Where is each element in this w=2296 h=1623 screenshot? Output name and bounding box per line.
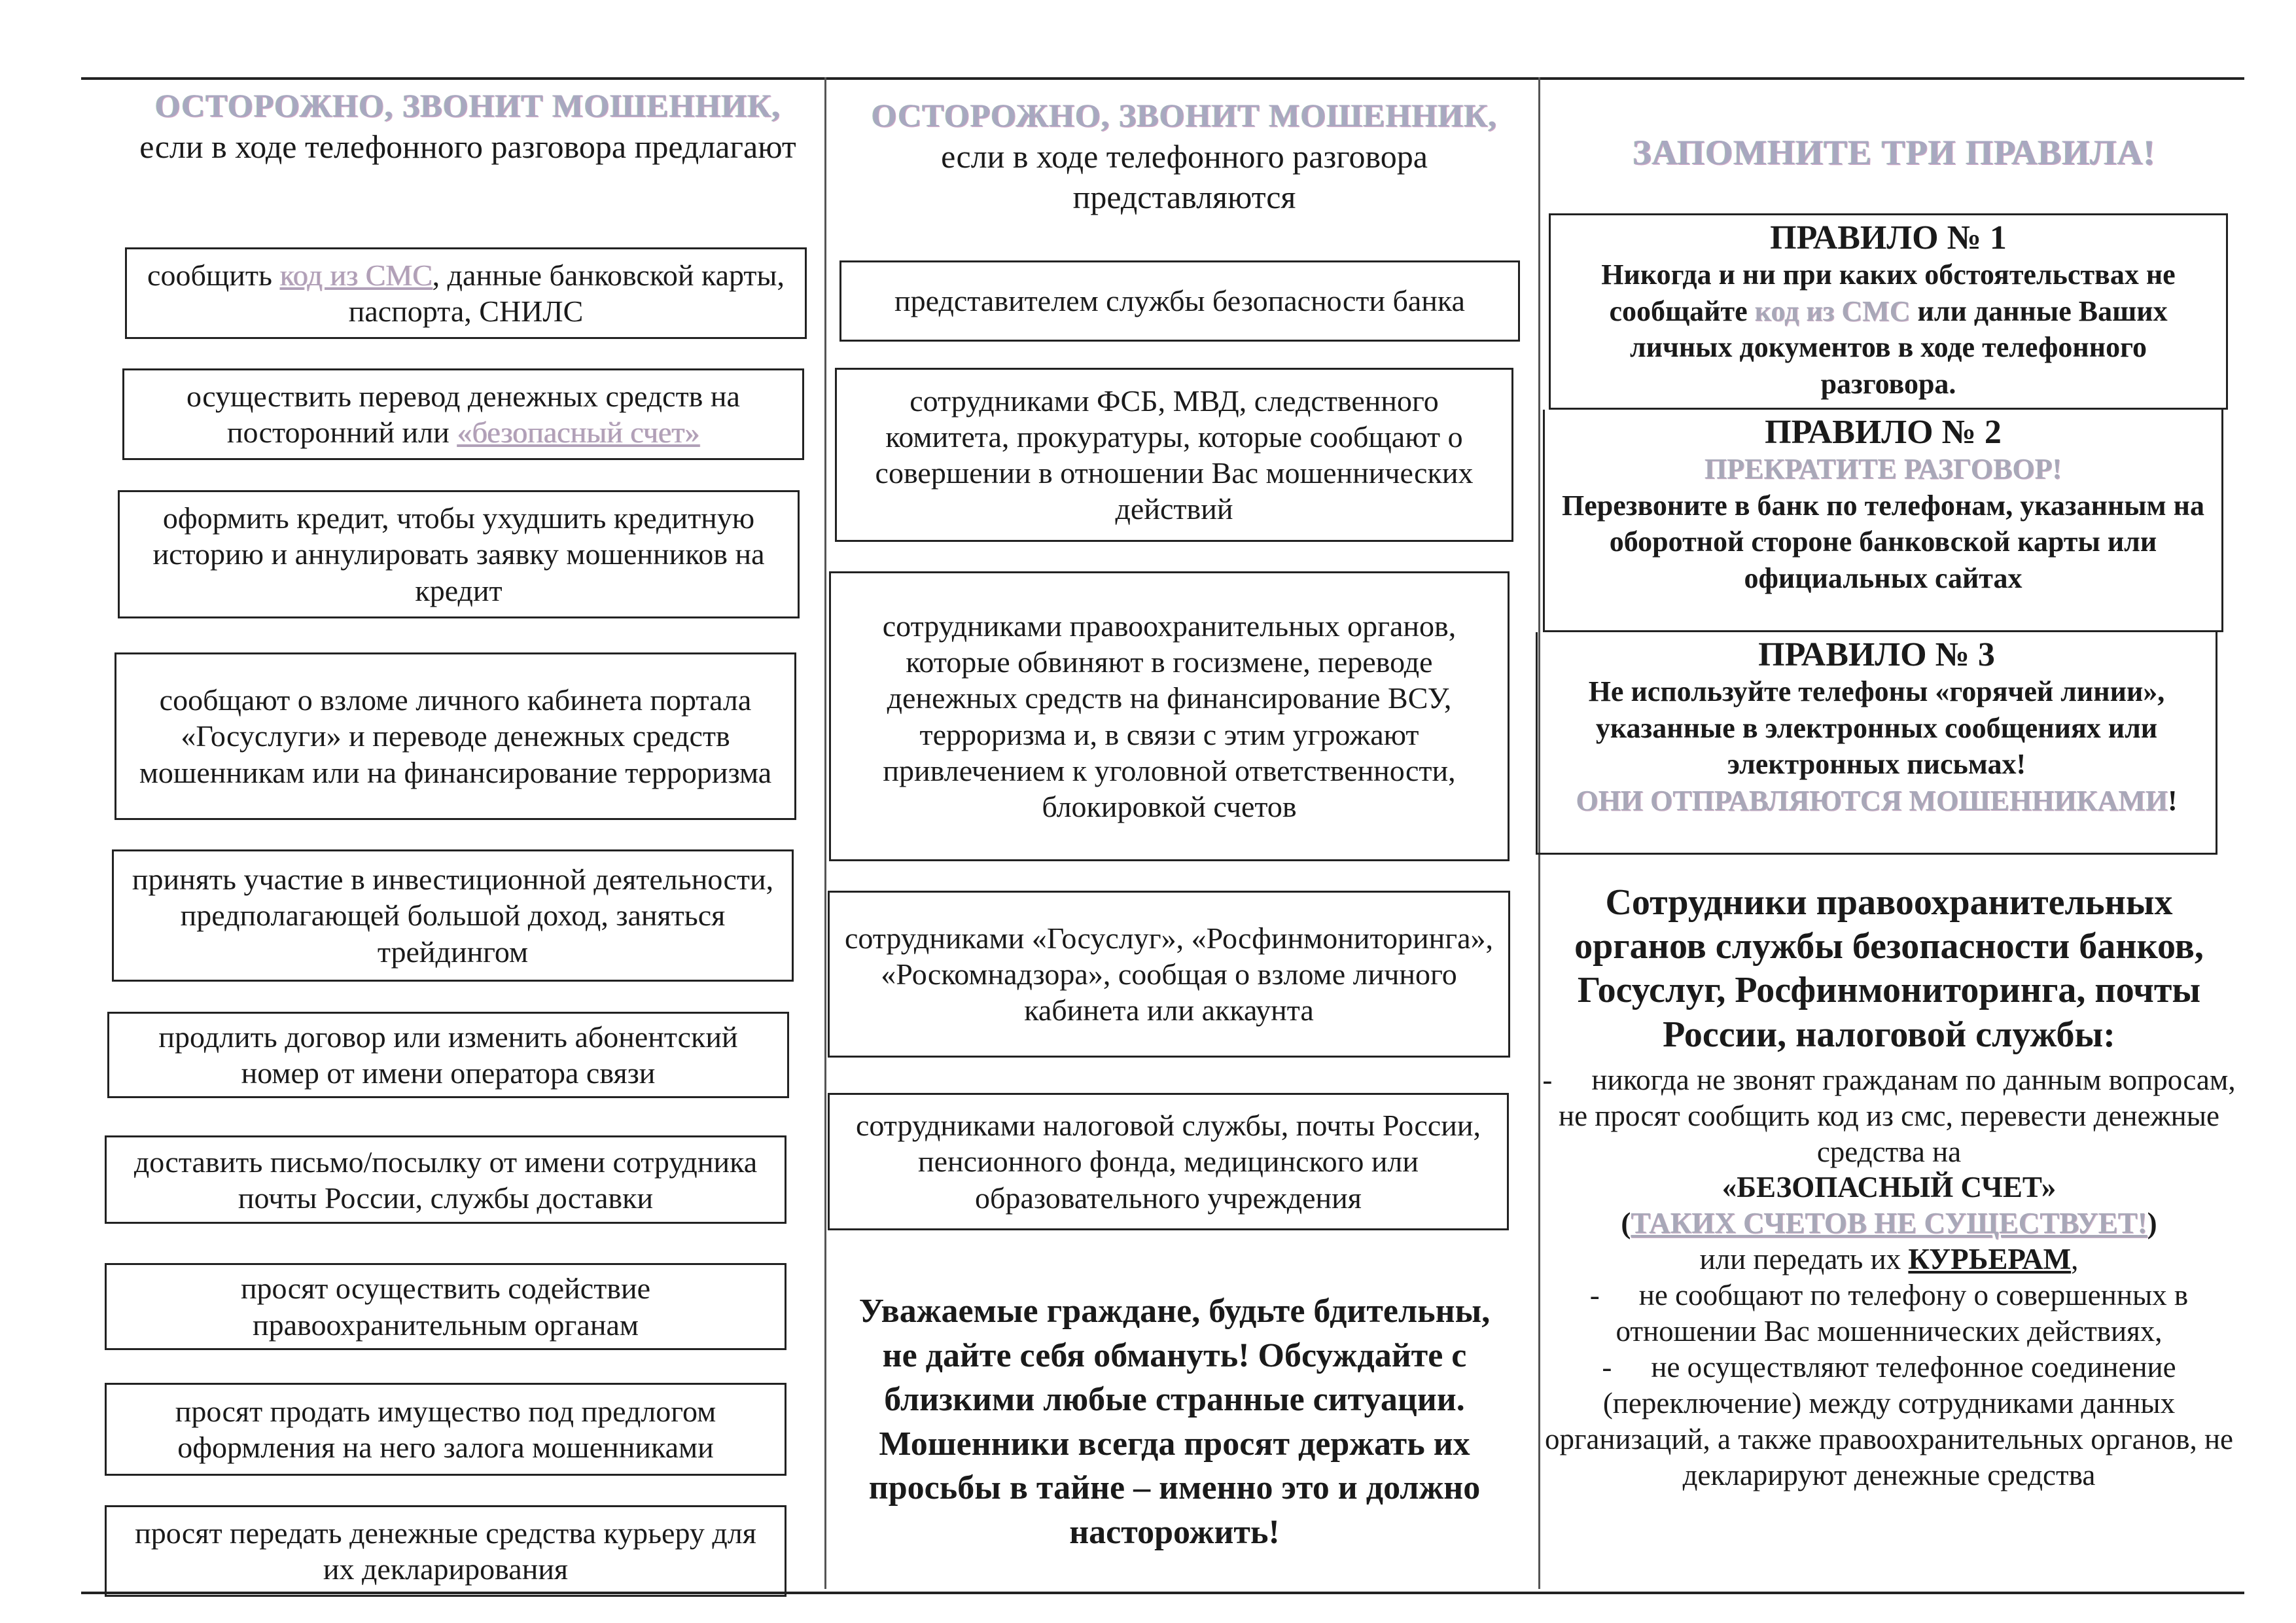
dash-marker: - xyxy=(1542,1063,1553,1096)
rule-2 xyxy=(1543,410,2223,632)
item-text: представителем службы безопасности банка xyxy=(894,284,1465,318)
item-text: принять участие в инвестиционной деятельности, предполагающей большой доход, заняться трейдингом xyxy=(132,863,774,969)
list-item xyxy=(115,652,796,820)
item-text: просят продать имущество под предлогом оформления на него залога мошенниками xyxy=(175,1394,716,1464)
col2-header xyxy=(831,95,1538,218)
list-item xyxy=(107,1012,789,1098)
couriers-text: КУРЬЕРАМ xyxy=(1908,1243,2072,1276)
info-point: - не сообщают по телефону о совершенных в отношении Вас мошеннических действиях, xyxy=(1589,1279,2189,1347)
item-text: продлить договор или изменить абонентский номер от имени оператора связи xyxy=(158,1020,738,1090)
item-text: сотрудниками «Госуслуг», «Росфинмониторинга», «Роскомнадзора», сообщая о взломе личного кабинета или аккаунта xyxy=(844,921,1494,1027)
list-item xyxy=(105,1263,786,1349)
col2-list xyxy=(828,260,1521,1555)
no-such-accounts-text: ТАКИХ СЧЕТОВ НЕ СУЩЕСТВУЕТ! xyxy=(1631,1207,2147,1240)
list-item xyxy=(829,571,1510,861)
item-text: осуществить перевод денежных средств на посторонний или «безопасный счет» xyxy=(186,379,740,449)
header-text: если в ходе телефонного разговора предлагают xyxy=(139,128,796,165)
sms-code-highlight: код из СМС xyxy=(1754,294,1911,327)
dash-marker: - xyxy=(1602,1350,1612,1383)
rule-text: Перезвоните в банк по телефонам, указанным на оборотной стороне банковской карты или официальных сайтах xyxy=(1562,489,2204,594)
item-text: сообщить код из СМС, данные банковской карты, паспорта, СНИЛС xyxy=(147,258,785,328)
rule-title: ПРАВИЛО № 1 xyxy=(1770,219,2007,257)
highlight-text: код из СМС xyxy=(279,258,433,292)
column-divider xyxy=(824,77,826,1589)
highlight-text: «безопасный счет» xyxy=(457,416,700,449)
item-text: сообщают о взломе личного кабинета портала «Госуслуги» и переводе денежных средств мошенникам или на финансирование терроризма xyxy=(139,683,772,789)
info-title: Сотрудники правоохранительных органов службы безопасности банков, Госуслуг, Росфинмониторинга, почты России, налоговой службы: xyxy=(1574,882,2204,1055)
col1-list xyxy=(105,247,805,1597)
item-text: сотрудниками ФСБ, МВД, следственного комитета, прокуратуры, которые сообщают о совершении в отношении Вас мошеннических действий xyxy=(875,383,1474,526)
item-text: сотрудниками правоохранительных органов, которые обвиняют в госизмене, переводе денежных средств на финансирование ВСУ, терроризма и, в связи с этим угрожают привлечением к уголовной ответственности, блокировкой счетов xyxy=(882,609,1457,823)
info-point: - не осуществляют телефонное соединение (переключение) между сотрудниками данных организаций, а также правоохранительных органов, не декларируют денежные средства xyxy=(1544,1350,2234,1491)
item-text: просят осуществить содействие правоохранительным органам xyxy=(240,1272,651,1342)
safe-account-text: «БЕЗОПАСНЫЙ СЧЕТ» xyxy=(1722,1171,2057,1204)
rule-text: Не используйте телефоны «горячей линии», указанные в электронных сообщениях или электронных письмах! xyxy=(1588,675,2165,781)
rule-3: ПРАВИЛО № 3 Не используйте телефоны «горячей линии», указанные в электронных сообщениях или электронных письмах! ОНИ ОТПРАВЛЯЮТСЯ МОШЕННИКАМИ! xyxy=(1536,632,2217,855)
col1-header xyxy=(111,85,824,167)
rule-warning: ПРЕКРАТИТЕ РАЗГОВОР! xyxy=(1704,453,2062,486)
rule-title: ПРАВИЛО № 3 xyxy=(1758,636,1995,673)
list-item xyxy=(125,247,807,339)
header-text: если в ходе телефонного разговора представляются xyxy=(941,137,1428,215)
rule-warning: ОНИ ОТПРАВЛЯЮТСЯ МОШЕННИКАМИ xyxy=(1576,784,2168,817)
list-item xyxy=(118,490,800,618)
list-item xyxy=(105,1135,786,1224)
item-text: сотрудниками налоговой службы, почты России, пенсионного фонда, медицинского или образовательного учреждения xyxy=(855,1109,1481,1215)
rule-title: ПРАВИЛО № 2 xyxy=(1765,414,2002,451)
list-item xyxy=(105,1505,786,1597)
list-item xyxy=(112,849,794,982)
item-text: просят передать денежные средства курьеру для их декларирования xyxy=(135,1516,756,1586)
list-item xyxy=(828,1093,1509,1230)
warning-title: ОСТОРОЖНО, ЗВОНИТ МОШЕННИК, xyxy=(154,87,781,124)
rule-text: Никогда и ни при каких обстоятельствах не сообщайте код из СМС или данные Ваших личных документов в ходе телефонного разговора. xyxy=(1601,259,2176,400)
item-text: оформить кредит, чтобы ухудшить кредитную историю и аннулировать заявку мошенников на кредит xyxy=(152,501,765,607)
appeal-text: Уважаемые граждане, будьте бдительны, не дайте себя обмануть! Обсуждайте с близкими любые странные ситуации. Мошенники всегда просят держать их просьбы в тайне – именно это и должно насторожить! xyxy=(858,1293,1491,1551)
rule-1 xyxy=(1549,213,2228,410)
item-text: доставить письмо/посылку от имени сотрудника почты России, службы доставки xyxy=(133,1145,758,1215)
list-item xyxy=(105,1383,786,1476)
col3-content xyxy=(1536,213,2242,1493)
dash-marker: - xyxy=(1589,1279,1600,1312)
list-item xyxy=(828,891,1510,1058)
info-block: Сотрудники правоохранительных органов службы безопасности банков, Госуслуг, Росфинмониторинга, почты России, налоговой службы: - никогда не звонят гражданам по данным вопросам, не просят сообщить код из смс, перевести денежные средства на «БЕЗОПАСНЫЙ СЧЕТ» (ТАКИХ СЧЕТОВ НЕ СУЩЕСТВУЕТ!) или передать их КУРЬЕРАМ, - не сообщают по телефону о совершенных в отношении Вас мошеннических действиях, - не осуществляют телефонное соединение (переключение) между сотрудниками данных организаций, а также правоохранительных органов, не декларируют денежные средства xyxy=(1536,881,2242,1493)
warning-title: ОСТОРОЖНО, ЗВОНИТ МОШЕННИК, xyxy=(871,97,1498,134)
list-item xyxy=(122,368,804,460)
list-item xyxy=(835,368,1513,542)
list-item xyxy=(839,260,1520,342)
info-point: - никогда не звонят гражданам по данным вопросам, не просят сообщить код из смс, перевести денежные средства на xyxy=(1542,1063,2236,1168)
rules-header: ЗАПОМНИТЕ ТРИ ПРАВИЛА! xyxy=(1633,133,2156,172)
